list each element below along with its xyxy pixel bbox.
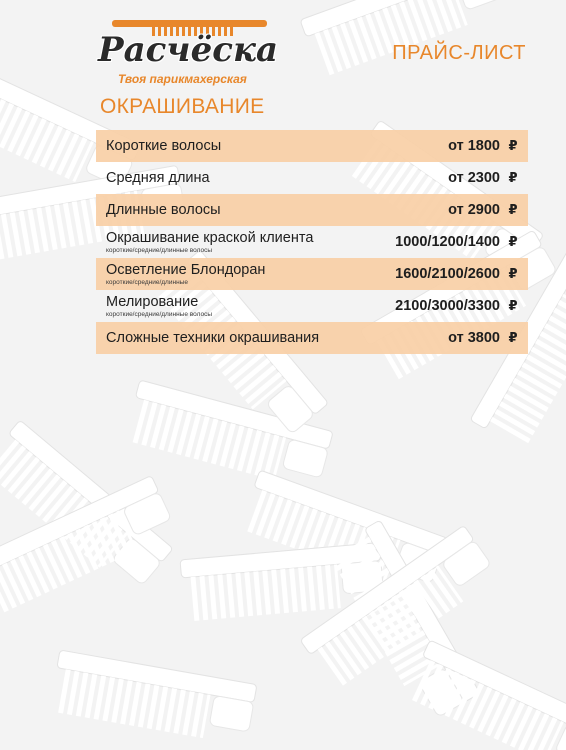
- service-price: от 2900: [448, 202, 500, 218]
- ruble-icon: ₽: [508, 298, 518, 314]
- ruble-icon: ₽: [508, 330, 518, 346]
- ruble-icon: ₽: [508, 138, 518, 154]
- price-row: [96, 290, 528, 322]
- service-note: короткие/средние/длинные: [106, 278, 188, 286]
- brand-logo: [92, 14, 278, 86]
- price-row: [96, 162, 528, 194]
- service-name: Мелирование: [106, 293, 199, 310]
- price-row: [96, 322, 528, 354]
- price-row: [96, 226, 528, 258]
- brand-name: Расчёска: [98, 30, 278, 70]
- ruble-icon: ₽: [508, 170, 518, 186]
- brand-tagline: Твоя парикмахерская: [118, 72, 247, 86]
- price-row: [96, 194, 528, 226]
- service-name: Короткие волосы: [106, 138, 222, 154]
- service-price: 2100/3000/3300: [395, 298, 500, 314]
- service-price: от 2300: [448, 170, 500, 186]
- service-price: от 1800: [448, 138, 500, 154]
- service-price: 1000/1200/1400: [395, 234, 500, 250]
- price-list-title: ПРАЙС-ЛИСТ: [392, 42, 526, 64]
- ruble-icon: ₽: [508, 266, 518, 282]
- service-name: Длинные волосы: [106, 202, 221, 218]
- service-note: короткие/средние/длинные волосы: [106, 246, 213, 254]
- service-name: Сложные техники окрашивания: [106, 330, 320, 346]
- service-note: короткие/средние/длинные волосы: [106, 310, 213, 318]
- service-price: 1600/2100/2600: [395, 266, 500, 282]
- service-name: Осветление Блондоран: [106, 261, 266, 278]
- section-title: ОКРАШИВАНИЕ: [100, 95, 265, 118]
- price-row: [96, 130, 528, 162]
- ruble-icon: ₽: [508, 202, 518, 218]
- price-list: [96, 130, 528, 354]
- service-name: Средняя длина: [106, 170, 210, 186]
- service-price: от 3800: [448, 330, 500, 346]
- price-row: [96, 258, 528, 290]
- ruble-icon: ₽: [508, 234, 518, 250]
- service-name: Окрашивание краской клиента: [106, 229, 314, 246]
